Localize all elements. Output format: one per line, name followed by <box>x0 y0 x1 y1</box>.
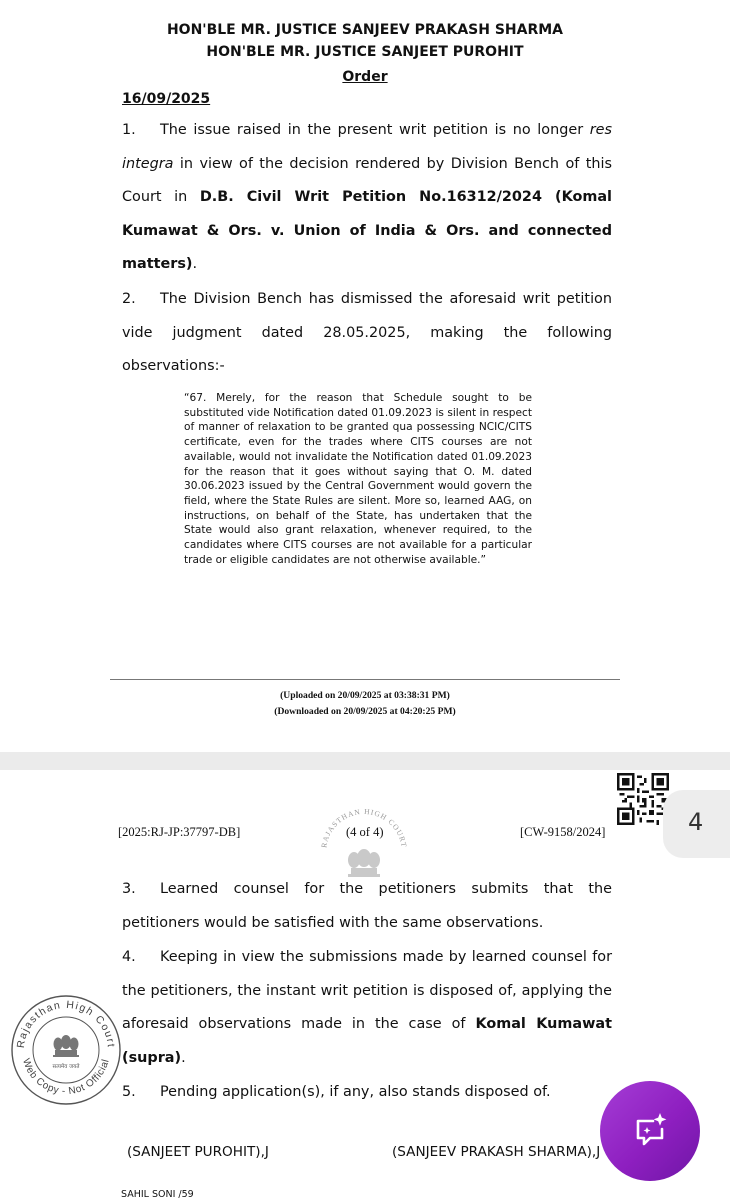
paragraph-text: . <box>192 256 198 272</box>
case-number: [CW-9158/2024] <box>520 825 606 839</box>
page-counter: (4 of 4) <box>346 825 384 839</box>
page-gap <box>0 752 730 770</box>
judge-name-1: HON'BLE MR. JUSTICE SANJEEV PRAKASH SHARMA <box>166 22 564 38</box>
page-divider <box>110 679 620 680</box>
paragraph-2 <box>122 283 612 384</box>
paragraph-text: The issue raised in the present writ petition is no longer <box>160 122 590 138</box>
paragraph-3 <box>122 873 612 940</box>
paragraph-number: 5. <box>122 1084 136 1100</box>
download-timestamp: (Downloaded on 20/09/2025 at 04:20:25 PM) <box>274 706 456 717</box>
clerk-initials: SAHIL SONI /59 <box>121 1189 194 1200</box>
paragraph-text: Keeping in view the submissions made by learned counsel for the petitioners, the instant writ petition is disposed of, applying the aforesaid observations made in the case of <box>122 949 612 1032</box>
case-citation: D.B. Civil Writ Petition No.16312/2024 (Komal Kumawat & Ors. v. Union of India & Ors. and connected matters) <box>122 189 612 272</box>
paragraph-1 <box>122 114 612 282</box>
paragraph-text: Learned counsel for the petitioners submits that the petitioners would be satisfied with the same observations. <box>122 881 612 931</box>
quoted-observation: “67. Merely, for the reason that Schedule sought to be substituted vide Notification dated 01.09.2023 is silent in respect of manner of relaxation to be granted qua possessing NCIC/CITS certificate, even for the trades where CITS courses are not available, would not invalidate the Notification dated 01.09.2023 for the reason that it goes without saying that O. M. dated 30.06.2023 issued by the Central Government would govern the field, where the State Rules are silent. More so, learned AAG, on instructions, on behalf of the State, has undertaken that the State would also grant relaxation, whenever required, to the candidates where CITS courses are not available for a particular trade or eligible candidates are not otherwise available.” <box>184 392 532 566</box>
chat-sparkle-icon <box>630 1111 670 1151</box>
stamp-motto: सत्यमेव जयते <box>52 1064 80 1070</box>
signature-right: (SANJEEV PRAKASH SHARMA),J <box>392 1144 601 1160</box>
order-title: Order <box>342 69 388 85</box>
paragraph-text: Pending application(s), if any, also stands disposed of. <box>160 1084 551 1100</box>
paragraph-text: in view of the decision rendered by Division Bench of this Court in <box>122 155 612 205</box>
emblem-text: RAJASTHAN HIGH COURT <box>319 808 409 849</box>
qr-code-icon <box>617 773 669 825</box>
upload-timestamp: (Uploaded on 20/09/2025 at 03:38:31 PM) <box>280 690 450 701</box>
signature-left: (SANJEET PUROHIT),J <box>127 1144 269 1160</box>
paragraph-number: 4. <box>122 949 136 965</box>
case-reference: Komal Kumawat (supra) <box>122 1016 612 1066</box>
paragraph-text: The Division Bench has dismissed the aforesaid writ petition vide judgment dated 28.05.2025, making the following observations:- <box>122 291 612 374</box>
stamp-top-text: Rajasthan High Court <box>14 998 117 1049</box>
paragraph-number: 3. <box>122 881 136 897</box>
ai-chat-button[interactable] <box>600 1081 700 1181</box>
paragraph-number: 2. <box>122 291 136 307</box>
paragraph-5 <box>122 1076 612 1110</box>
neutral-citation: [2025:RJ-JP:37797-DB] <box>118 825 241 839</box>
judge-name-2: HON'BLE MR. JUSTICE SANJEET PUROHIT <box>206 44 524 60</box>
paragraph-4 <box>122 941 612 1075</box>
paragraph-number: 1. <box>122 122 136 138</box>
page-number-text: 4 <box>688 808 704 836</box>
web-copy-stamp-icon <box>10 994 122 1106</box>
order-date: 16/09/2025 <box>122 91 211 107</box>
stamp-bottom-text: Web Copy - Not Official <box>20 1057 112 1098</box>
latin-term: res integra <box>122 122 612 172</box>
paragraph-text: . <box>181 1049 186 1066</box>
